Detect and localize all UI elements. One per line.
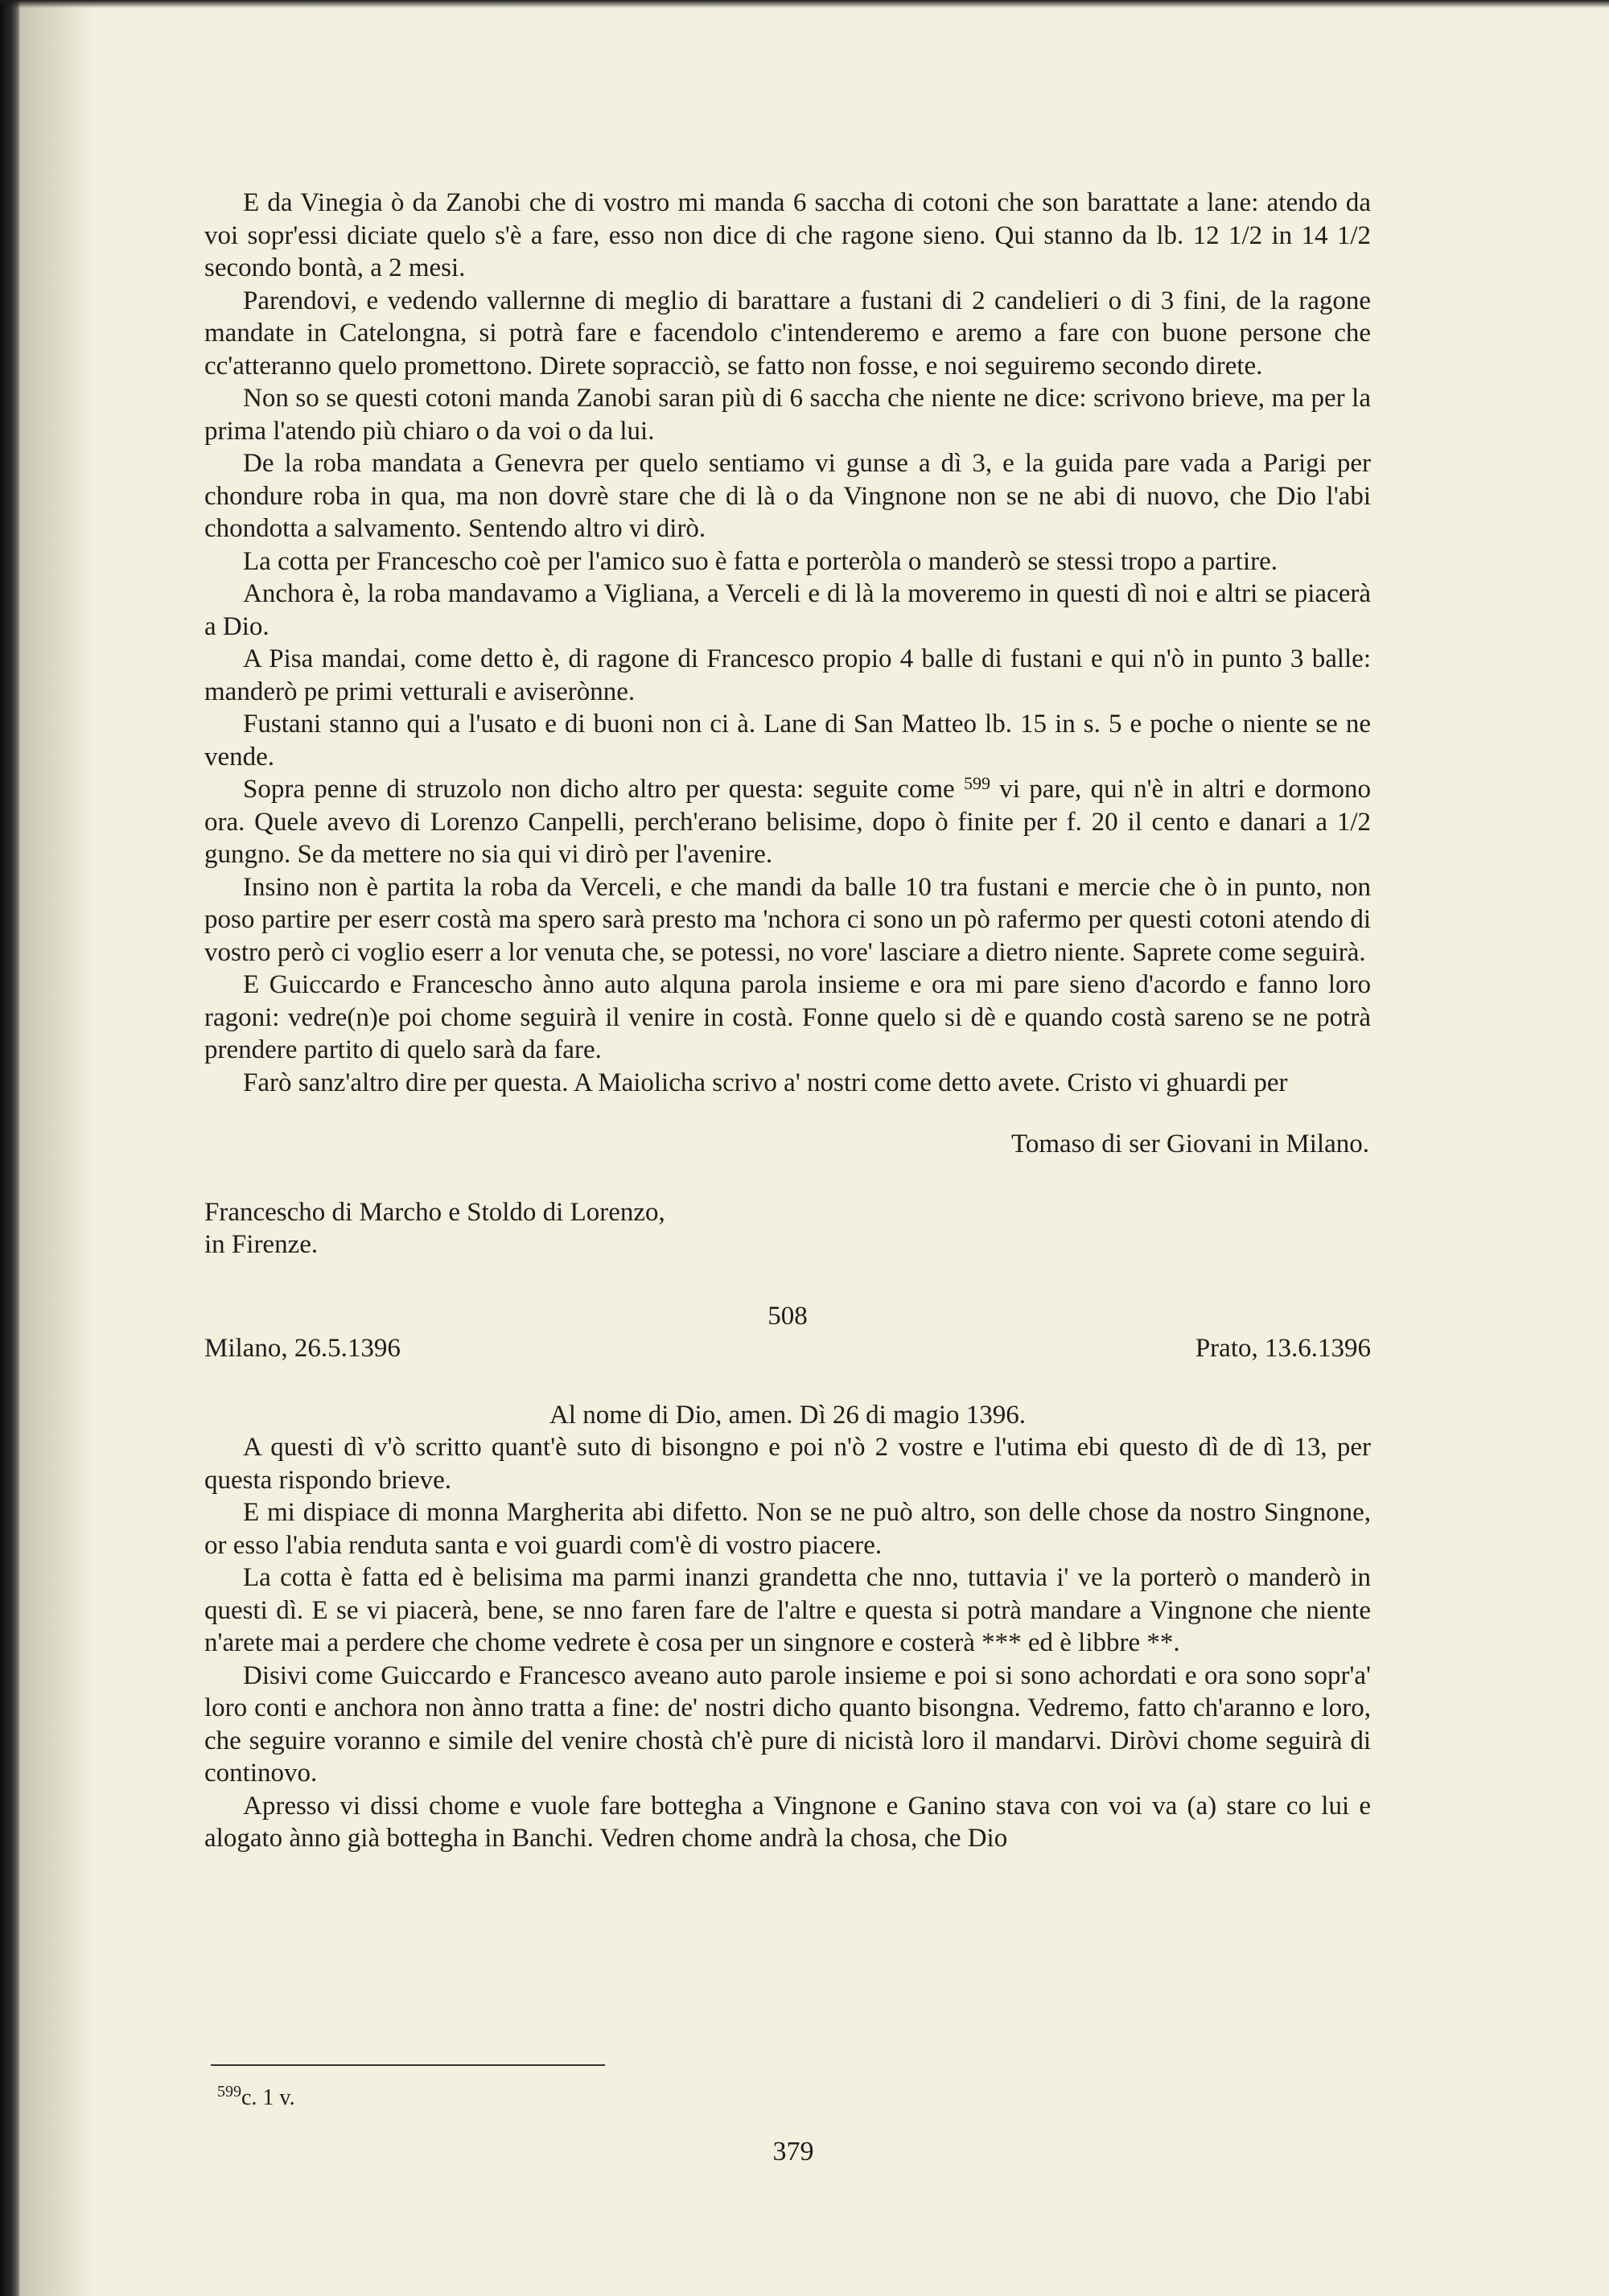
letter-origin: Milano, 26.5.1396 [204,1334,401,1363]
top-edge-shadow [0,0,1609,8]
paragraph: Insino non è partita la roba da Verceli, e che mandi da balle 10 tra fustani e mercie che ò in punto, non poso partire per eserr costà ma spero sarà presto ma 'nchora ci sono un pò rafermo per questi cotoni atendo di vostro però ci voglio eserr a lor venuta che, se potessi, no vore' lasciare a dietro niente. Saprete come seguirà. [204,872,1371,967]
address-line: Francescho di Marcho e Stoldo di Lorenzo, [204,1197,665,1227]
address-line: in Firenze. [204,1230,319,1259]
paragraph: E mi dispiace di monna Margherita abi difetto. Non se ne può altro, son delle chose da nostro Singnone, or esso l'abia renduta santa e voi guardi com'è di vostro piacere. [204,1498,1371,1560]
letter-dateline [204,1332,1371,1365]
footnote-text: c. 1 v. [241,2085,295,2110]
paragraph: A questi dì v'ò scritto quant'è suto di bisongno e poi n'ò 2 vostre e l'utima ebi questo dì de dì 13, per questa rispondo brieve. [204,1433,1371,1495]
letter-number: 508 [767,1301,808,1331]
paragraph: Farò sanz'altro dire per questa. A Maiolicha scrivo a' nostri come detto avete. Cristo vi ghuardi per [243,1068,1288,1097]
page-number-text: 379 [772,2137,814,2166]
spine-shadow [21,0,93,2296]
paragraph-text-after: vi pare, qui n'è in altri e dormono ora. Quele avevo di Lorenzo Canpelli, perch'erano belisime, dopo ò finite per f. 20 il cento e danari a 1/2 gungno. Se da mettere no sia qui vi dirò per l'avenire. [204,775,1372,869]
paragraph: La cotta è fatta ed è belisima ma parmi inanzi grandetta che nno, tuttavia i' ve la porterò o manderò in questi dì. E se vi piacerà, bene, se nno faren fare de l'altre e questa si potrà mandare a Vingnone che niente n'arete mai a perdere che chome vedrete è cosa per un singnore e costerà *** ed è libbre **. [204,1563,1371,1657]
paragraph: Anchora è, la roba mandavamo a Vigliana, a Verceli e di là la moveremo in questi dì noi e altri se piacerà a Dio. [204,579,1371,641]
paragraph: De la roba mandata a Genevra per quelo sentiamo vi gunse a dì 3, e la guida pare vada a Parigi per chondure roba in qua, ma non dovrè stare che di là o da Vingnone non se ne abi di nuovo, che Dio l'abi chondotta a salvamento. Sentendo altro vi dirò. [204,449,1371,543]
paragraph: Parendovi, e vedendo vallernne di meglio di barattare a fustani di 2 candelieri o di 3 fini, de la ragone mandate in Catelongna, si potrà fare e facendolo c'intenderemo e aremo a fare con buone persone che cc'atteranno quelo promettono. Direte sopracciò, se fatto non fosse, e noi seguiremo secondo direte. [204,286,1371,381]
letter-invocation: Al nome di Dio, amen. Dì 26 di magio 1396. [549,1400,1027,1430]
book-spine-edge [0,0,21,2296]
paragraph: Non so se questi cotoni manda Zanobi saran più di 6 saccha che niente ne dice: scrivono brieve, ma per la prima l'atendo più chiaro o da voi o da lui. [204,384,1371,446]
paragraph: A Pisa mandai, come detto è, di ragone di Francesco propio 4 balle di fustani e qui n'ò in punto 3 balle: manderò pe primi vetturali e aviserònne. [204,644,1371,706]
footnote-reference: 599 [963,773,990,793]
paragraph: La cotta per Francescho coè per l'amico suo è fatta e porteròla o manderò se stessi tropo a partire. [243,546,1278,576]
paragraph-text-before: Sopra penne di struzolo non dicho altro per questa: seguite come [243,775,955,804]
letter-destination: Prato, 13.6.1396 [1195,1334,1371,1363]
footnote-divider [211,2064,605,2066]
letter-address [204,1196,1371,1261]
footnote-marker: 599 [217,2083,241,2101]
paragraph: Apresso vi dissi chome e vuole fare bottegha a Vingnone e Ganino stava con voi va (a) stare co lui e alogato ànno già bottegha in Banchi. Vedren chome andrà la chosa, che Dio [204,1791,1371,1853]
paragraph: Disivi come Guiccardo e Francesco aveano auto parole insieme e poi si sono achordati e ora sono sopr'a' loro conti e anchora non ànno tratta a fine: de' nostri dicho quanto bisongna. Vedremo, fatto ch'aranno e loro, che seguire voranno e simile del venire chostà ch'è pure di nicistà loro il mandarvi. Diròvi chome seguirà di continovo. [204,1660,1371,1788]
paragraph: Fustani stanno qui a l'usato e di buoni non ci à. Lane di San Matteo lb. 15 in s. 5 e poche o niente se ne vende. [204,710,1371,772]
page-number [0,2137,1609,2167]
paragraph: E Guiccardo e Francescho ànno auto alquna parola insieme e ora mi pare sieno d'acordo e fanno loro ragoni: vedre(n)e poi chome seguirà il venire in costà. Fonne quelo si dè e quando costà sareno se ne potrà prendere partito di quelo sarà da fare. [204,970,1371,1064]
footnote [217,2085,295,2111]
page-body [204,187,1371,1855]
paragraph: E da Vinegia ò da Zanobi che di vostro mi manda 6 saccha di cotoni che son barattate a lane: atendo da voi sopr'essi diciate quelo s'è a fare, esso non dice di che ragone sieno. Qui stanno da lb. 12 1/2 in 14 1/2 secondo bontà, a 2 mesi. [204,188,1371,282]
letter-signature: Tomaso di ser Giovani in Milano. [1011,1129,1369,1158]
paragraph-with-footnote [204,773,1371,871]
